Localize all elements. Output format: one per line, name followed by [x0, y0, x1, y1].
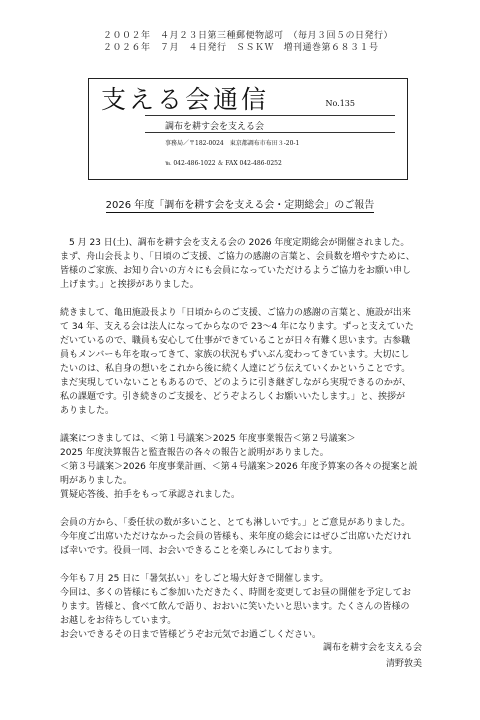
signature-block: [323, 640, 422, 672]
paragraph-line: お会いできるその日まで皆様どうぞお元気でお過ごしください。: [60, 630, 322, 640]
article-paragraph: [60, 236, 432, 292]
paragraph-line: 続きまして、亀田施設長より「日頃からのご支援、ご協力の感謝の言葉と、施設が出来: [60, 308, 411, 318]
newsletter-title: 支える会通信: [101, 85, 270, 114]
headline-text: 2026 年度「調布を耕す会を支える会・定期総会」のご報告: [105, 200, 375, 211]
office-address: 事務局／〒182-0024 東京都調布市布田３-20-1: [165, 140, 300, 147]
paragraph-line: 上げます。」と挨拶がありました。: [60, 280, 199, 290]
paragraph-line: 会員の方から、「委任状の数が多いこと、とても淋しいです。」とご意見がありました。: [60, 518, 411, 528]
paragraph-line: まず、舟山会長より、「日頃のご支援、ご協力の感謝の言葉と、会員数を増やすために、: [60, 252, 415, 262]
paragraph-line: 質疑応答後、拍手をもって承認されました。: [60, 490, 241, 500]
paragraph-line: 今回は、多くの皆様にもご参加いただきたく、時間を変更してお昼の開催を予定してお: [60, 588, 411, 598]
paragraph-line: ります。皆様と、食べて飲んで語り、おおいに笑いたいと思います。たくさんの皆様の: [60, 602, 410, 612]
organization-name: 調布を耕す会を支える会: [165, 122, 265, 132]
article-headline: [0, 196, 480, 211]
article-paragraph: [60, 306, 432, 418]
paragraph-line: まだ実現していないこともあるので、どのように引き継ぎしながら実現できるのかが、: [60, 378, 411, 388]
paragraph-line: 私の課題です。引き続きのご支援を、どうぞよろしくお願いいたします。」と、挨拶が: [60, 392, 406, 402]
issue-number: No.135: [325, 99, 355, 108]
article-paragraph: [60, 516, 432, 558]
paragraph-line: 皆様のご家族、お知り合いの方々にも会員になっていただけるようご協力をお願い申し: [60, 266, 412, 276]
paragraph-line: 員もメンバーも年を取ってきて、家族の状況もずいぶん変わってきています。大切にし: [60, 350, 410, 360]
paragraph-line: 5 月 23 日(土)、調布を耕す会を支える会の 2026 年度定期総会が開催されました。: [60, 238, 410, 248]
paragraph-line: お越しをお待ちしています。: [60, 616, 177, 626]
masthead: [88, 78, 408, 180]
paragraph-line: 議案につきましては、＜第１号議案＞2025 年度事業報告＜第２号議案＞: [60, 434, 356, 444]
contact-phone-fax: ℡ 042-486-1022 ＆ FAX 042-486-0252: [165, 160, 282, 167]
paragraph-line: ありました。: [60, 406, 115, 416]
paragraph-line: て 34 年、支える会は法人になってからなので 23～4 年になります。ずっと支えていた: [60, 322, 414, 332]
paragraph-line: 今年度ご出席いただけなかった会員の皆様も、来年度の総会にはぜひご出席いただけれ: [60, 532, 412, 542]
divider: [145, 132, 395, 133]
paragraph-line: ば幸いです。役員一同、お会いできることを楽しみにしております。: [60, 546, 338, 556]
paragraph-line: ＜第３号議案＞2026 年度事業計画、＜第４号議案＞2026 年度予算案の各々の提案と説: [60, 462, 418, 472]
signature-name: 清野敦美: [385, 659, 422, 669]
signature-organization: 調布を耕す会を支える会: [322, 643, 422, 653]
paragraph-line: たいのは、私自身の想いをこれから後に続く人達にどう伝えていくかということです。: [60, 364, 411, 374]
article-paragraph: [60, 432, 432, 502]
postal-permit-line: ２００２年 ４月２３日第三種郵便物認可 （毎月３回５の日発行）: [103, 31, 394, 41]
issue-date-line: ２０２６年 ７月 ４日発行 ＳＳＫＷ 増刊通巻第６８３１号: [103, 43, 379, 53]
paragraph-line: 明がありました。: [60, 476, 133, 486]
divider: [145, 115, 395, 116]
article-paragraph: [60, 572, 432, 642]
paragraph-line: 2025 年度決算報告と監査報告の各々の報告と説明がありました。: [60, 448, 329, 458]
postal-permit-block: [103, 30, 393, 54]
paragraph-line: だいているので、職員も安心して仕事ができていることが日々有難く思います。古参職: [60, 336, 411, 346]
article-body: [60, 236, 432, 656]
paragraph-line: 今年も７月 25 日に「暑気払い」をしごと場大好きで開催します。: [60, 574, 329, 584]
